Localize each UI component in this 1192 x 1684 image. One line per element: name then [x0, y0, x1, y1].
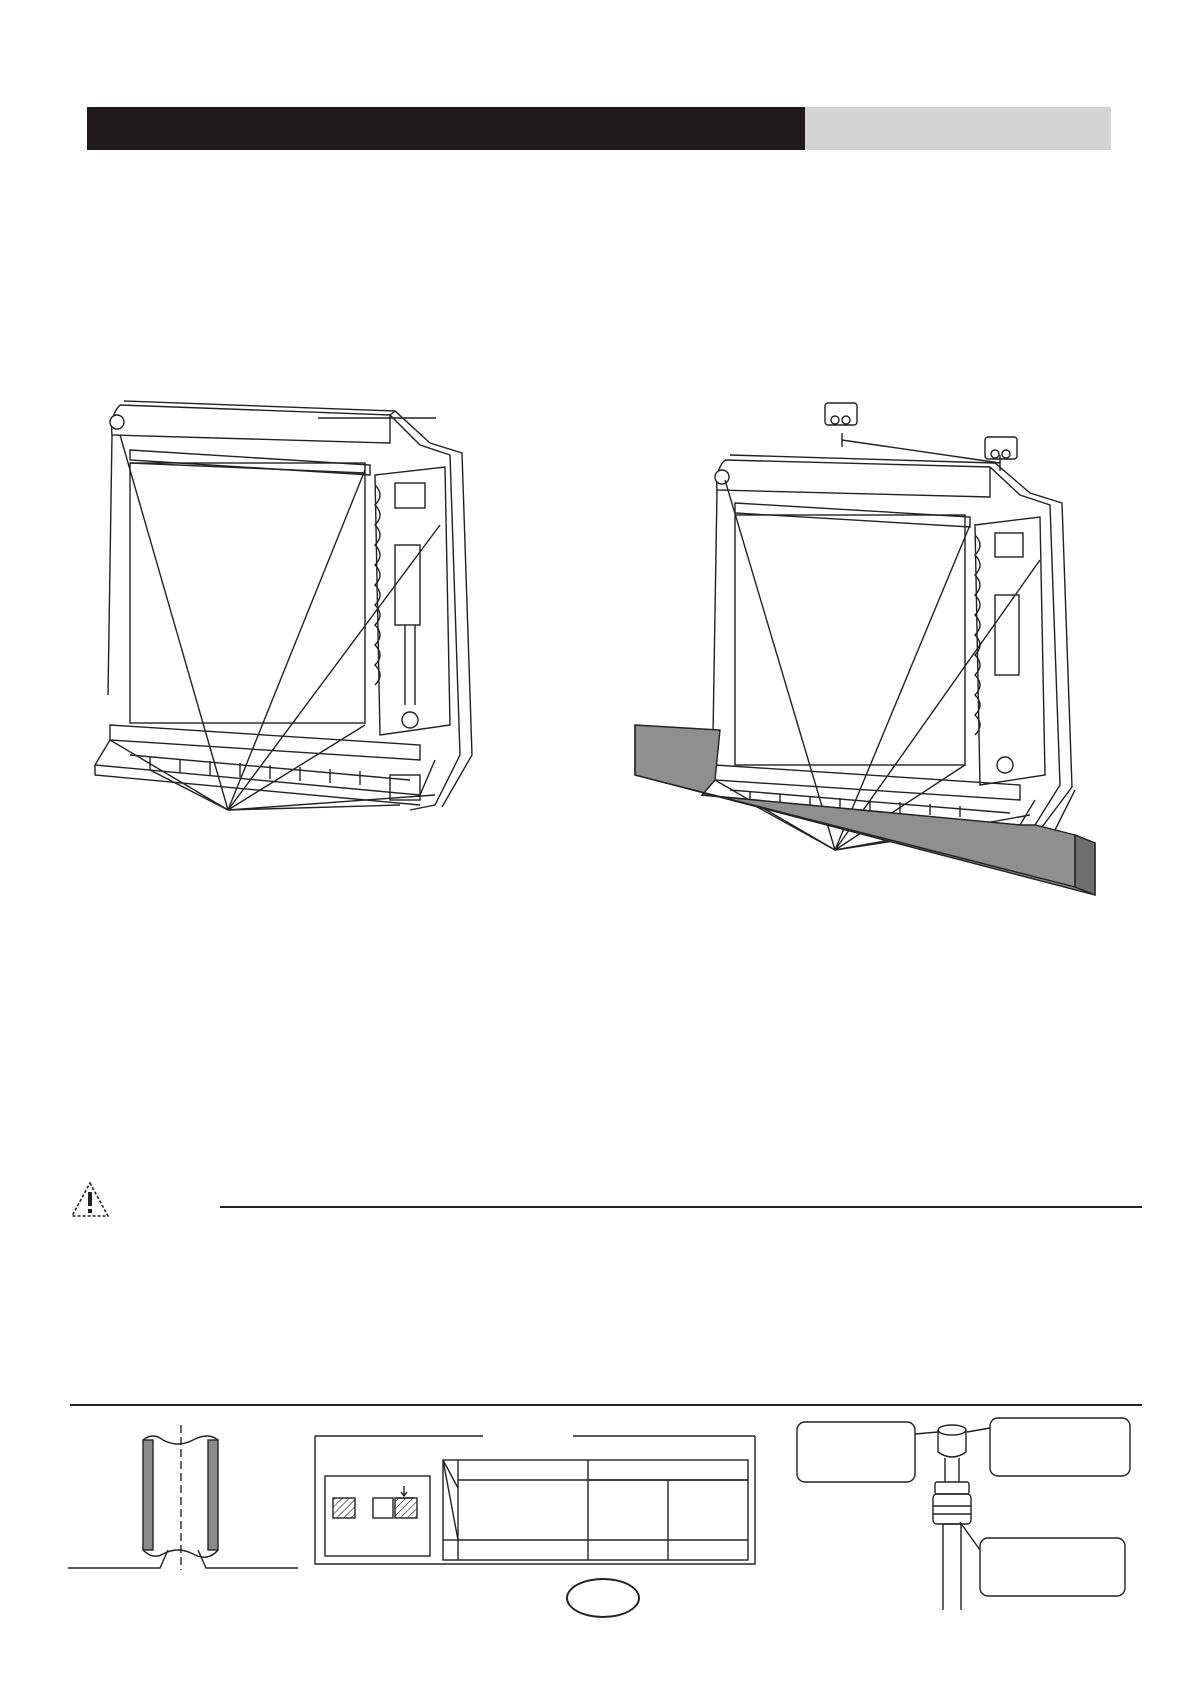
flare-dimension-table	[313, 1428, 758, 1568]
section-divider	[70, 1404, 1142, 1406]
header-bar-light	[805, 107, 1111, 150]
caution-triangle-icon	[68, 1180, 112, 1220]
page-number-oval	[566, 1578, 640, 1618]
flare-nut-connection	[795, 1410, 1135, 1610]
indoor-unit-on-base-with-brackets	[630, 395, 1110, 865]
indoor-unit-front-view	[90, 395, 510, 835]
warning-divider	[220, 1206, 1142, 1208]
pipe-cross-section	[68, 1420, 308, 1590]
header-bar-dark	[87, 107, 805, 150]
